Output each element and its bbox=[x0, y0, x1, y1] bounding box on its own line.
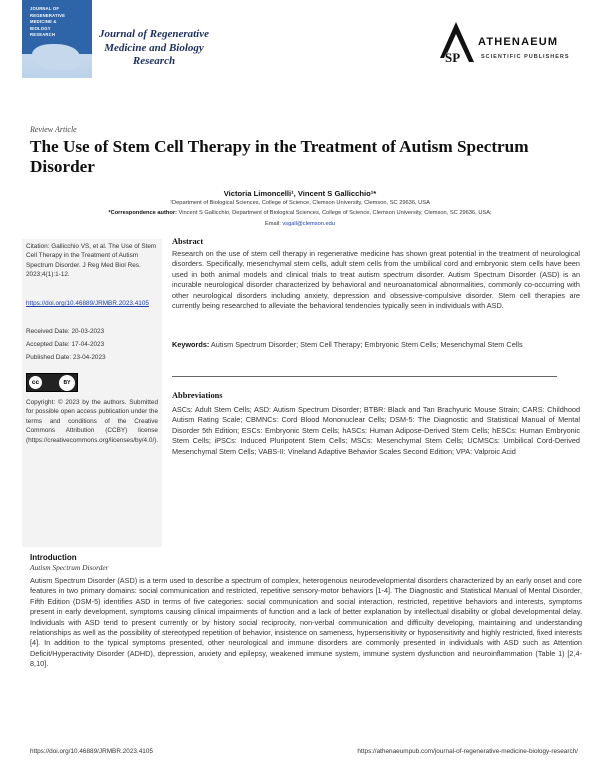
introduction-subheading: Autism Spectrum Disorder bbox=[30, 563, 109, 572]
footer-journal-link[interactable]: https://athenaeumpub.com/journal-of-regenerative-medicine-biology-research/ bbox=[357, 748, 578, 755]
journal-title: Journal of Regenerative Medicine and Biology Research bbox=[99, 28, 209, 67]
abstract-text: Research on the use of stem cell therapy in regenerative medicine has shown great potential in the treatment of neurological disorders. Specifically, mesenchymal stem cells, adult stem cells from the umbilical cord and embryonic stem cells have been used in both animal models and clinical trials to treat autism spectrum disorder. Autism Spectrum Disorder (ASD) is an incurable neurological disorder characterized by behavioral and neuroanatomical abnormalities, commonly co-occurring with other neurological disorders including anxiety, depression and obsessive-compulsive disorder. Stem cell therapies are currently being researched to alleviate the behavioral tendencies typically seen in individuals with ASD. bbox=[172, 249, 580, 311]
affiliation: ¹Department of Biological Sciences, College of Science, Clemson University, Clemson, SC 29636, USA bbox=[170, 200, 430, 206]
cc-icon: cc bbox=[29, 376, 42, 389]
article-type: Review Article bbox=[30, 125, 77, 134]
published-date: Published Date: 23-04-2023 bbox=[26, 354, 106, 361]
article-title: The Use of Stem Cell Therapy in the Treatment of Autism Spectrum Disorder bbox=[30, 137, 529, 176]
abbreviations-text: ASCs: Adult Stem Cells; ASD: Autism Spectrum Disorder; BTBR: Black and Tan Brachyuric Mouse Strain; CARS: Childhood Autism Rating Scale; CBMNCs: Cord Blood Mononuclear Cells; DSM-5: The Diagnostic and Statistical Manual of Mental Disorder 5th Edition; ESCs: Embryonic Stem Cells; hASCs: Human Adipose-Derived Stem Cells; hESCs: Human Embryonic Stem Cells; iPSCs: Induced Pluripotent Stem Cells; MSCs: Mesenchymal Stem Cells; UCMSCs: Umbilical Cord-Derived Mesenchymal Stem Cells; VABS-II: Vineland Adaptive Behavior Scales Second Edition; VPA: Valproic Acid bbox=[172, 405, 580, 456]
author-list: Victoria Limoncelli¹, Vincent S Gallicchio¹* bbox=[223, 189, 377, 198]
publisher-name: ATHENAEUM bbox=[478, 36, 559, 48]
introduction-text: Autism Spectrum Disorder (ASD) is a term used to describe a spectrum of complex, heterogenous neurodevelopmental disorders characterized by an early onset and core features in two primary domains: social communication and restricted, repetitive sensory-motor behaviors [1-4]. The Diagnostic and Statistical Manual of Mental Disorder, Fifth Edition (DSM-5) identifies ASD in terms of five categories: social communication and social interaction, restricted, repetitive behaviors and interests, symptoms present in early development, symptoms causing clinical impairments of function and a lack of better explanation by intellectual disability or global developmental delay. Individuals with ASD tend to present currently or by history social reciprocity, non-verbal communication and difficulty developing, maintaining and understanding relationships as well as the possibility of stereotyped repetition of behavior, insistence on sameness, hypersensitivity or hyposensitivity and highly restricted, fixed interests [4]. In addition to the typical symptoms presented, other neurological and immune disorders are commonly presented in individuals with ASD such as Attention Deficit/Hyperactivity Disorder (ADHD), depression, anxiety and epilepsy, weakened immune system, immune system dysfunction and neuroinflammation (Table 1) [2,4-8,10]. bbox=[30, 576, 582, 669]
athenaeum-logo-icon bbox=[436, 20, 476, 66]
logo-letters: SP bbox=[445, 50, 461, 65]
abbreviations-heading: Abbreviations bbox=[172, 391, 223, 400]
accepted-date: Accepted Date: 17-04-2023 bbox=[26, 341, 105, 348]
abstract-heading: Abstract bbox=[172, 237, 204, 246]
copyright-notice: Copyright: © 2023 by the authors. Submitted for possible open access publication under the terms and conditions of the Creative Commons Attribution (CCBY) license (https://creativecommons.org/licenses/by/4.0/). bbox=[26, 399, 159, 444]
doi-link[interactable]: https://doi.org/10.46889/JRMBR.2023.4105 bbox=[26, 300, 149, 307]
introduction-heading: Introduction bbox=[30, 553, 77, 562]
journal-cover-logo bbox=[22, 0, 92, 78]
cover-text: JOURNAL OF REGENERATIVE MEDICINE & BIOLOGY RESEARCH bbox=[22, 0, 92, 54]
footer-doi-link[interactable]: https://doi.org/10.46889/JRMBR.2023.4105 bbox=[30, 748, 153, 755]
received-date: Received Date: 20-03-2023 bbox=[26, 328, 105, 335]
email-link[interactable]: vsgall@clemson.edu bbox=[282, 221, 335, 227]
info-sidebar bbox=[22, 239, 162, 547]
citation: Citation: Gallicchio VS, et al. The Use of Stem Cell Therapy in the Treatment of Autism Spectrum Disorder. J Reg Med Biol Res. 2023;4(1):1-12. bbox=[26, 243, 157, 279]
divider bbox=[172, 376, 557, 377]
cc-by-license-badge[interactable] bbox=[26, 373, 78, 392]
cover-graphic bbox=[32, 44, 80, 70]
correspondence-email: Email: vsgall@clemson.edu bbox=[265, 221, 335, 227]
correspondence: *Correspondence author: Vincent S Gallicchio, Department of Biological Sciences, College of Science, Clemson University, Clemson, SC 29636, USA; bbox=[108, 210, 492, 216]
keywords: Keywords: Autism Spectrum Disorder; Stem Cell Therapy; Embryonic Stem Cells; Mesenchymal Stem Cells bbox=[172, 340, 523, 349]
by-icon: BY bbox=[59, 375, 75, 391]
publisher-subtitle: SCIENTIFIC PUBLISHERS bbox=[481, 54, 570, 60]
